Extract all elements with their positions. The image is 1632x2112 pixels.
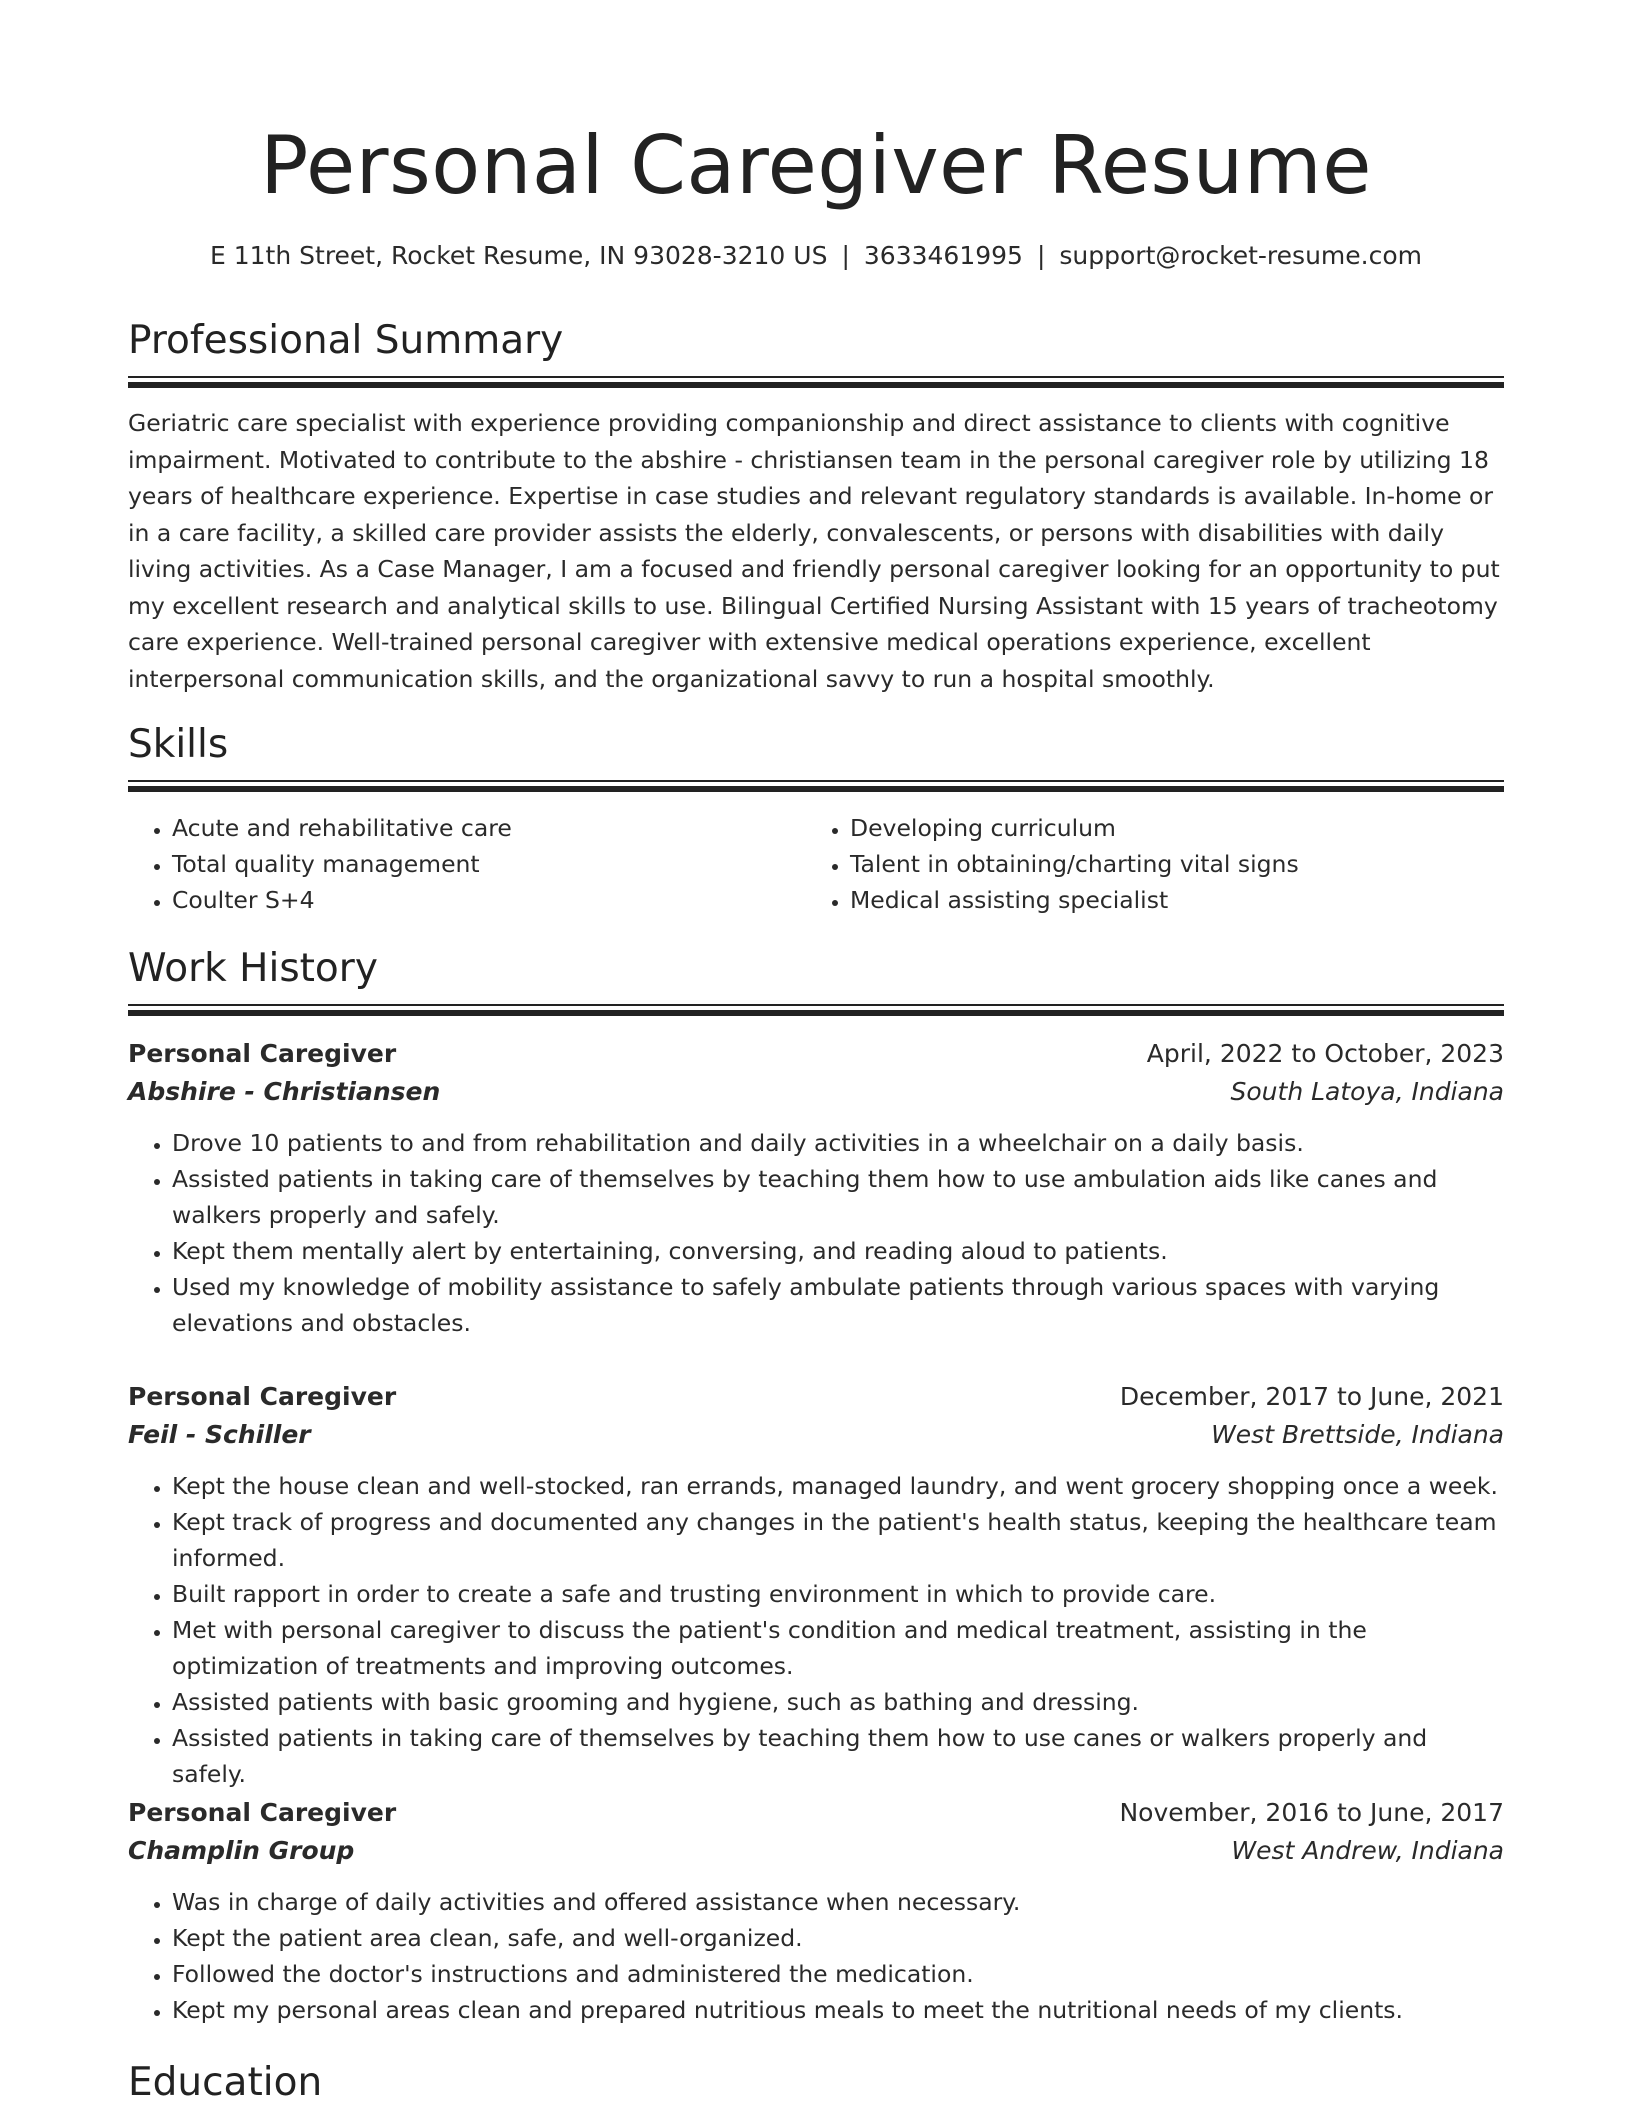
job-bullet: • Assisted patients in taking care of themselves by teaching them how to use canes or walkers properly and safely. bbox=[172, 1720, 1504, 1792]
job-bullet: • Used my knowledge of mobility assistance to safely ambulate patients through various spaces with varying elevations and obstacles. bbox=[172, 1269, 1504, 1341]
skill-item: • Talent in obtaining/charting vital signs bbox=[850, 846, 1486, 882]
section-divider bbox=[128, 780, 1504, 782]
job-title: Personal Caregiver bbox=[128, 1798, 397, 1827]
job-entry bbox=[128, 1794, 1504, 2028]
job-bullet: • Followed the doctor's instructions and administered the medication. bbox=[172, 1956, 1504, 1992]
contact-line bbox=[0, 238, 1632, 274]
section-divider bbox=[128, 1004, 1504, 1006]
summary-text: Geriatric care specialist with experience providing companionship and direct assistance to clients with cognitive impairment. Motivated to contribute to the abshire - christiansen team in the personal caregiver role by utilizing 18 years of healthcare experience. Expertise in case studies and relevant regulatory standards is available. In-home or in a care facility, a skilled care provider assists the elderly, convalescents, or persons with disabilities with daily living activities. As a Case Manager, I am a focused and friendly personal caregiver looking for an opportunity to put my excellent research and analytical skills to use. Bilingual Certified Nursing Assistant with 15 years of tracheotomy care experience. Well-trained personal caregiver with extensive medical operations experience, excellent interpersonal communication skills, and the organizational savvy to run a hospital smoothly. bbox=[128, 409, 1500, 693]
job-location: West Brettside, Indiana bbox=[1211, 1420, 1504, 1449]
job-dates: December, 2017 to June, 2021 bbox=[1119, 1382, 1504, 1411]
contact-separator: | bbox=[1036, 241, 1046, 270]
job-dates: November, 2016 to June, 2017 bbox=[1119, 1798, 1504, 1827]
section-divider bbox=[128, 382, 1504, 388]
job-dates: April, 2022 to October, 2023 bbox=[1146, 1039, 1504, 1068]
contact-separator: | bbox=[841, 241, 850, 270]
job-bullet: • Assisted patients with basic grooming and hygiene, such as bathing and dressing. bbox=[172, 1684, 1504, 1720]
contact-address: E 11th Street, Rocket Resume, IN 93028-3210 US bbox=[210, 241, 828, 270]
job-entry bbox=[128, 1378, 1504, 1792]
job-bullet: • Kept the house clean and well-stocked, ran errands, managed laundry, and went grocery shopping once a week. bbox=[172, 1468, 1504, 1504]
skills-column-right bbox=[806, 810, 1486, 918]
job-entry bbox=[128, 1035, 1504, 1341]
job-bullet: • Kept my personal areas clean and prepared nutritious meals to meet the nutritional needs of my clients. bbox=[172, 1992, 1504, 2028]
job-location: West Andrew, Indiana bbox=[1231, 1836, 1504, 1865]
job-company: Abshire - Christiansen bbox=[128, 1077, 441, 1106]
job-company: Feil - Schiller bbox=[128, 1420, 311, 1449]
job-bullet: • Kept the patient area clean, safe, and well-organized. bbox=[172, 1920, 1504, 1956]
section-heading-skills: Skills bbox=[128, 722, 229, 767]
skill-item: • Developing curriculum bbox=[850, 810, 1486, 846]
contact-phone: 3633461995 bbox=[863, 241, 1023, 270]
job-bullet: • Was in charge of daily activities and offered assistance when necessary. bbox=[172, 1884, 1504, 1920]
section-divider bbox=[128, 786, 1504, 792]
section-heading-education: Education bbox=[128, 2060, 323, 2105]
job-title: Personal Caregiver bbox=[128, 1039, 397, 1068]
job-bullet: • Kept track of progress and documented any changes in the patient's health status, keeping the healthcare team informed. bbox=[172, 1504, 1504, 1576]
job-location: South Latoya, Indiana bbox=[1230, 1077, 1504, 1106]
job-company: Champlin Group bbox=[128, 1836, 355, 1865]
job-title: Personal Caregiver bbox=[128, 1382, 397, 1411]
resume-title: Personal Caregiver Resume bbox=[260, 119, 1372, 212]
section-divider bbox=[128, 1010, 1504, 1016]
job-bullet: • Assisted patients in taking care of themselves by teaching them how to use ambulation aids like canes and walkers properly and safely. bbox=[172, 1161, 1504, 1233]
job-bullet: • Drove 10 patients to and from rehabilitation and daily activities in a wheelchair on a daily basis. bbox=[172, 1125, 1504, 1161]
job-bullet: • Met with personal caregiver to discuss the patient's condition and medical treatment, assisting in the optimization of treatments and improving outcomes. bbox=[172, 1612, 1504, 1684]
contact-email: support@rocket-resume.com bbox=[1059, 241, 1422, 270]
job-bullet: • Kept them mentally alert by entertaining, conversing, and reading aloud to patients. bbox=[172, 1233, 1504, 1269]
section-heading-summary: Professional Summary bbox=[128, 318, 564, 363]
section-divider bbox=[128, 376, 1504, 378]
skill-item: • Acute and rehabilitative care bbox=[172, 810, 808, 846]
section-heading-work: Work History bbox=[128, 946, 378, 991]
job-bullet: • Built rapport in order to create a safe and trusting environment in which to provide care. bbox=[172, 1576, 1504, 1612]
skill-item: • Medical assisting specialist bbox=[850, 882, 1486, 918]
skill-item: • Total quality management bbox=[172, 846, 808, 882]
skills-column-left bbox=[128, 810, 808, 918]
skill-item: • Coulter S+4 bbox=[172, 882, 808, 918]
